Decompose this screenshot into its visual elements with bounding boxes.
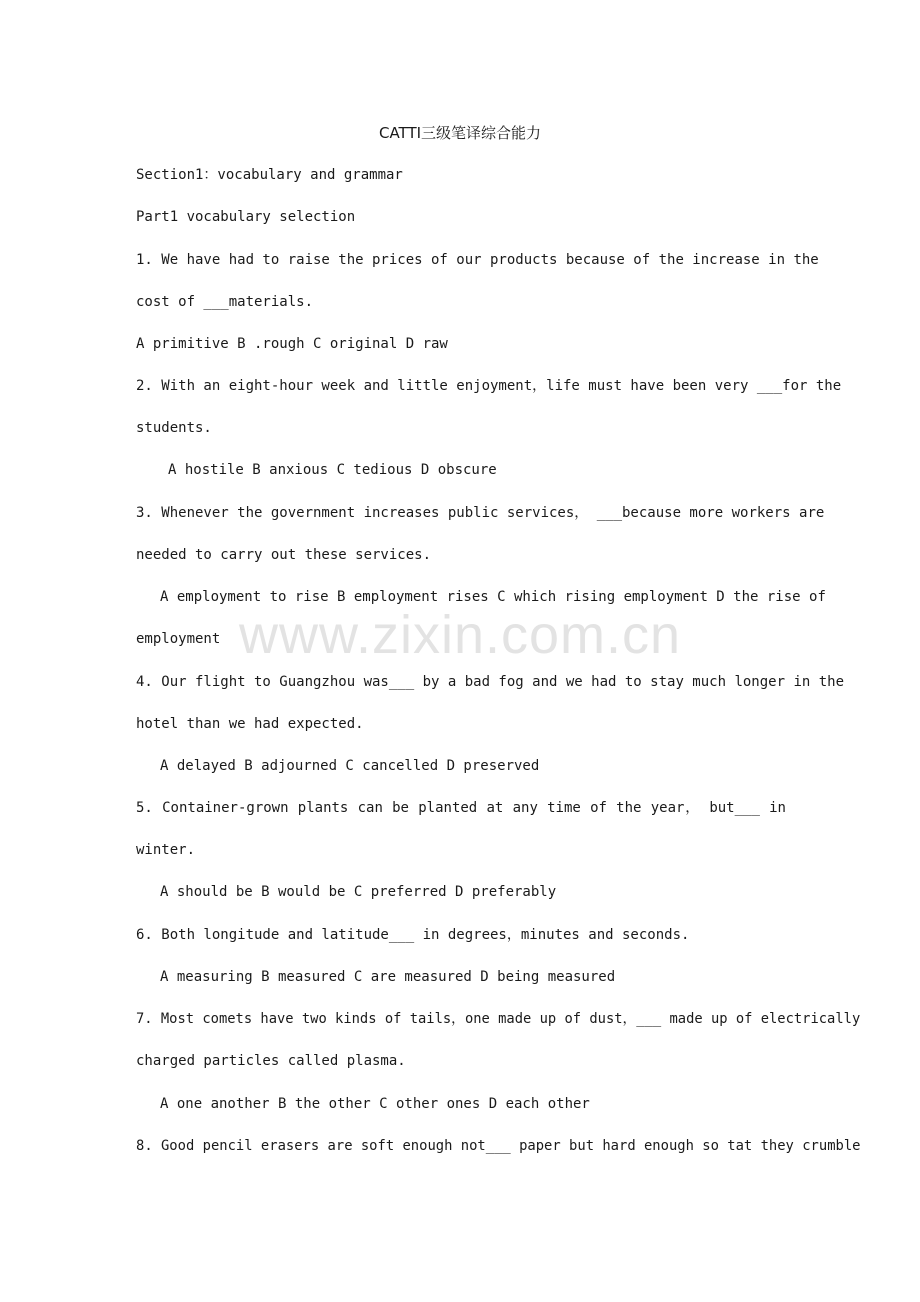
question-3-line-1: 3. Whenever the government increases public services， ___because more workers are <box>136 505 825 521</box>
question-8-line-1: 8. Good pencil erasers are soft enough not___ paper but hard enough so tat they crumble <box>136 1138 861 1154</box>
question-2-options: A hostile B anxious C tedious D obscure <box>168 462 497 478</box>
question-7-line-1: 7. Most comets have two kinds of tails，one made up of dust，___ made up of electrically <box>136 1011 861 1027</box>
question-1-line-2: cost of ___materials. <box>136 294 314 310</box>
question-4-options: A delayed B adjourned C cancelled D preserved <box>160 758 540 774</box>
section-heading: Section1：vocabulary and grammar <box>136 167 403 183</box>
question-1-options: A primitive B .rough C original D raw <box>136 336 448 352</box>
watermark: www.zixin.com.cn <box>238 605 682 665</box>
part-heading: Part1 vocabulary selection <box>136 209 356 225</box>
question-2-line-1: 2. With an eight-hour week and little enjoyment，life must have been very ___for the <box>136 378 842 394</box>
question-1-line-1: 1. We have had to raise the prices of our products because of the increase in the <box>136 252 819 268</box>
question-3-options-2: employment <box>136 631 221 647</box>
question-2-line-2: students. <box>136 420 212 436</box>
question-7-options: A one another B the other C other ones D each other <box>160 1096 590 1112</box>
question-5-line-1: 5. Container-grown plants can be planted at any time of the year， but___ in <box>136 800 786 816</box>
question-6-line-1: 6. Both longitude and latitude___ in degrees，minutes and seconds. <box>136 927 690 943</box>
question-5-options: A should be B would be C preferred D preferably <box>160 884 557 900</box>
question-7-line-2: charged particles called plasma. <box>136 1053 406 1069</box>
question-4-line-2: hotel than we had expected. <box>136 716 364 732</box>
question-3-line-2: needed to carry out these services. <box>136 547 432 563</box>
page-title: CATTI三级笔译综合能力 <box>378 124 542 142</box>
question-3-options-1: A employment to rise B employment rises C which rising employment D the rise of <box>160 589 826 605</box>
question-6-options: A measuring B measured C are measured D being measured <box>160 969 616 985</box>
question-4-line-1: 4. Our flight to Guangzhou was___ by a bad fog and we had to stay much longer in the <box>136 674 845 690</box>
question-5-line-2: winter. <box>136 842 196 858</box>
